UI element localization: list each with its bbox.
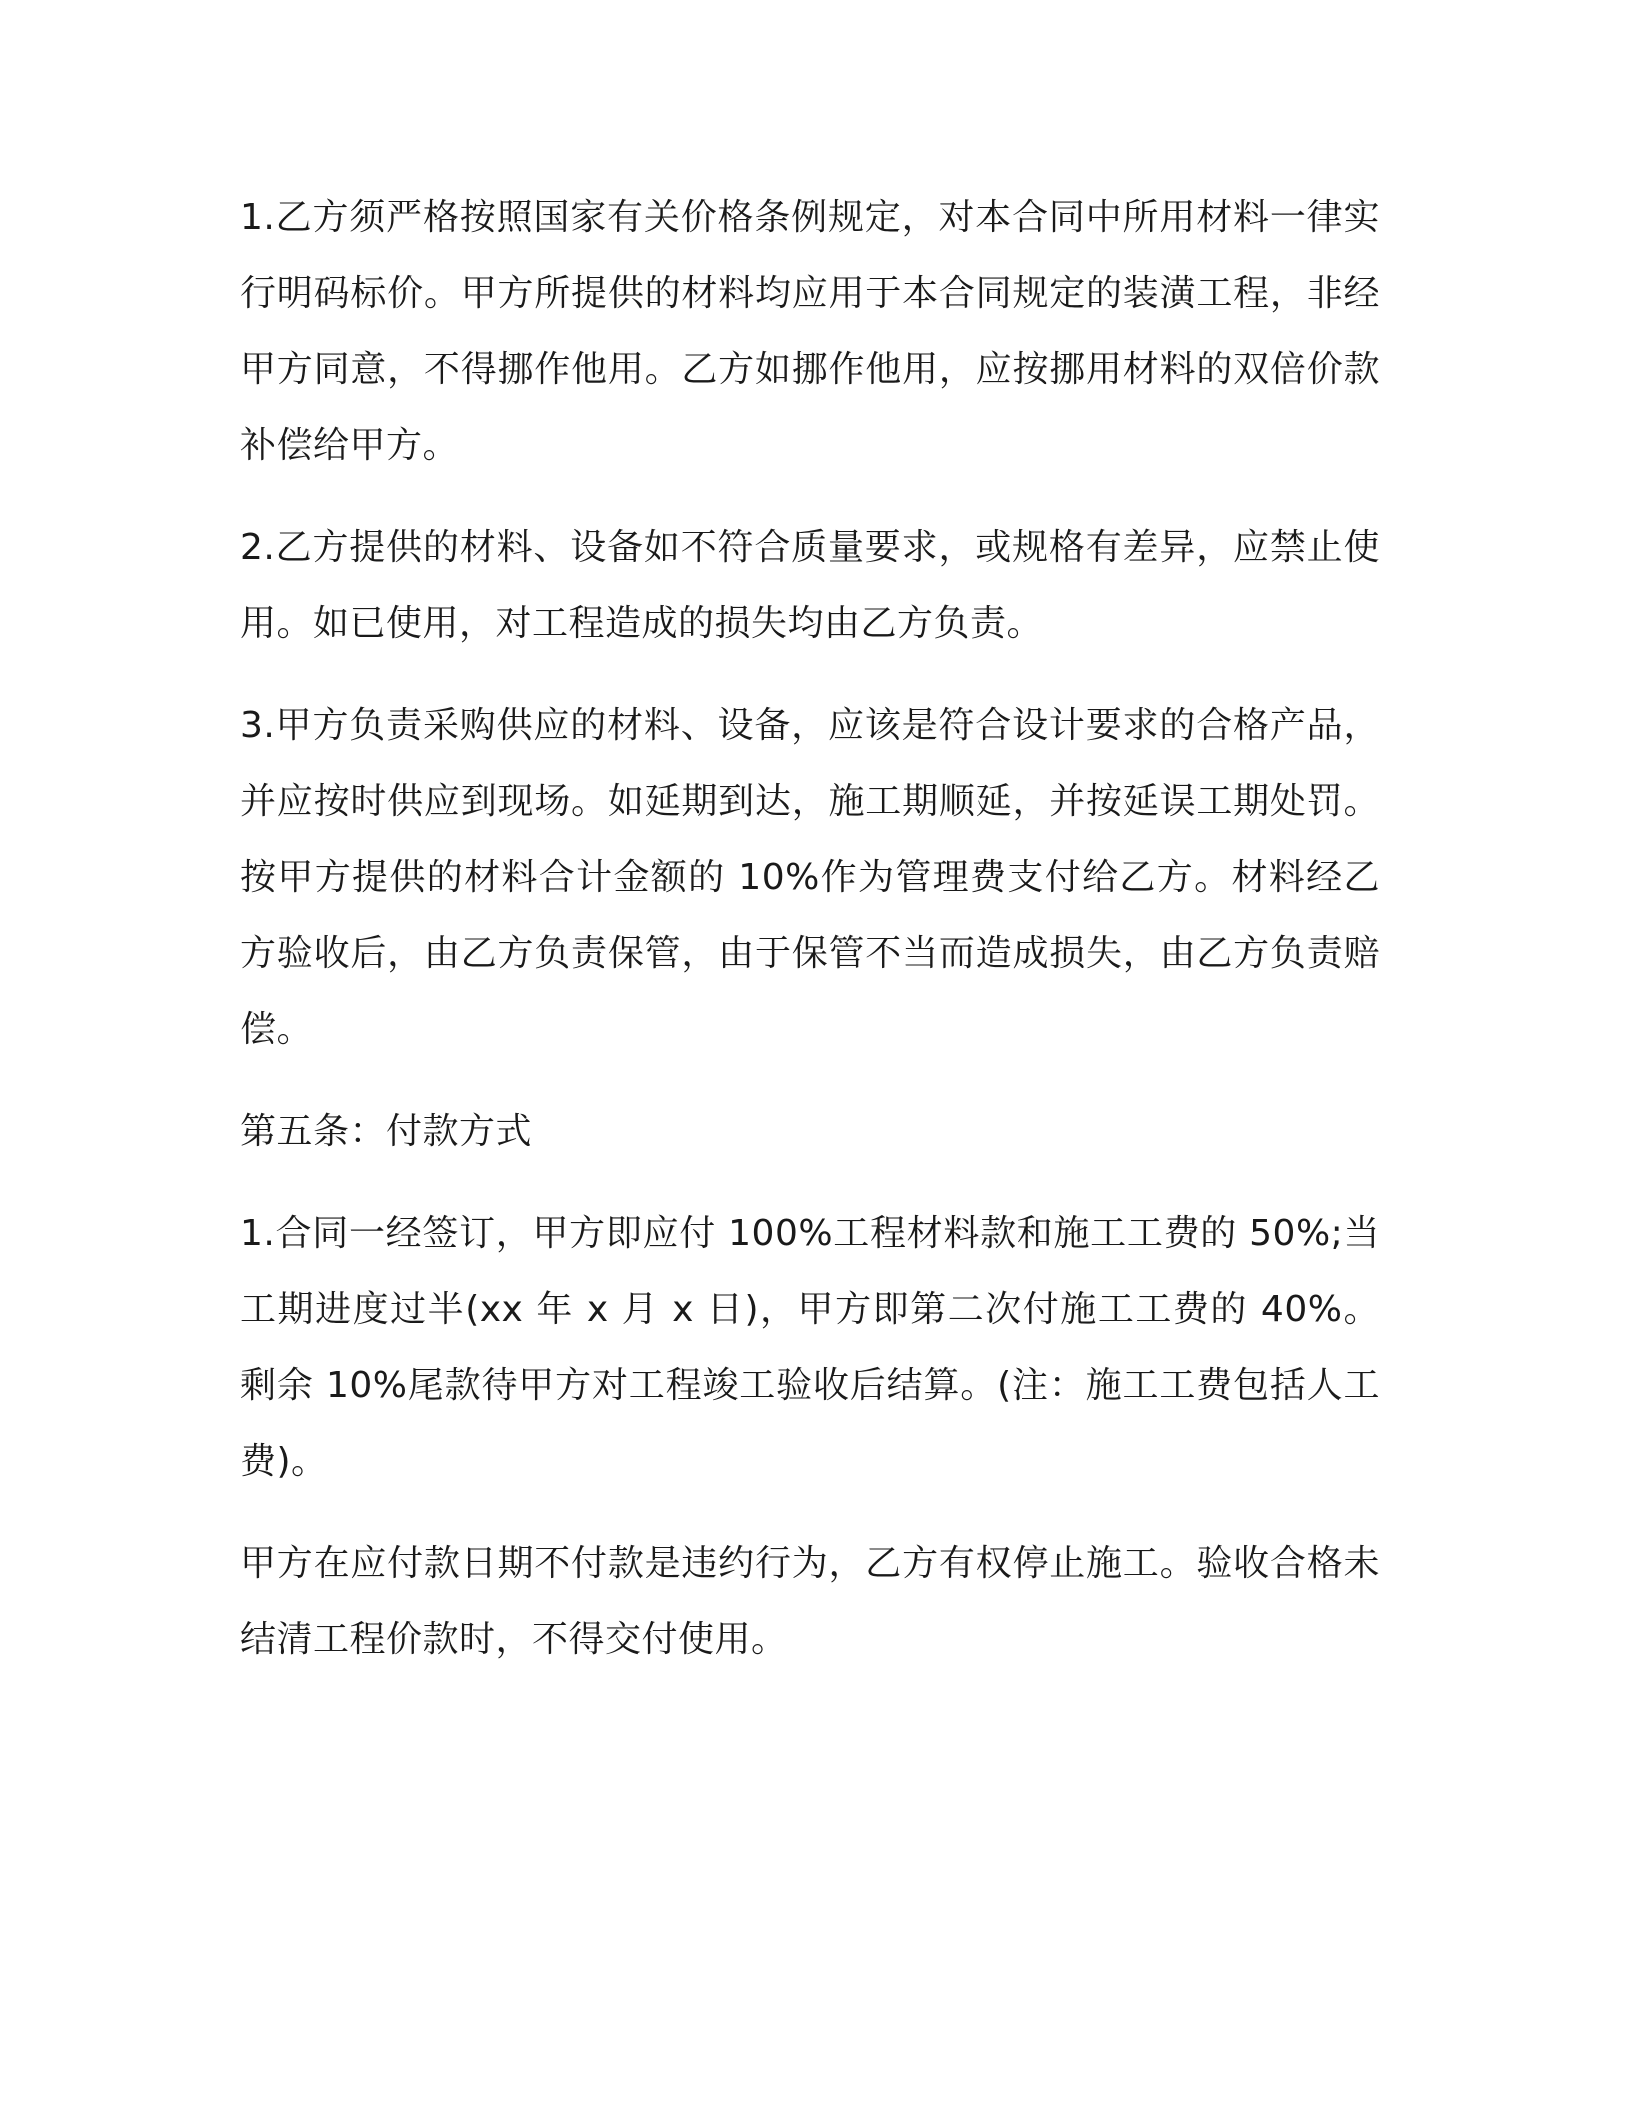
clause-3-party-a-supply: 3.甲方负责采购供应的材料、设备，应该是符合设计要求的合格产品，并应按时供应到现场。如延期到达，施工期顺延，并按延误工期处罚。按甲方提供的材料合计金额的 10%作为管理费支付给乙方。材料经乙方验收后，由乙方负责保管，由于保管不当而造成损失，由乙方负责赔偿。: [240, 705, 1380, 1050]
article-5-heading: 第五条：付款方式: [240, 1111, 533, 1152]
clause-2-material-quality: 2.乙方提供的材料、设备如不符合质量要求，或规格有差异，应禁止使用。如已使用，对工程造成的损失均由乙方负责。: [240, 527, 1380, 644]
document-body: [240, 180, 1380, 1704]
payment-default-clause: 甲方在应付款日期不付款是违约行为，乙方有权停止施工。验收合格未结清工程价款时，不得交付使用。: [240, 1543, 1380, 1660]
payment-clause-1: 1.合同一经签订，甲方即应付 100%工程材料款和施工工费的 50%;当工期进度过半(xx 年 x 月 x 日)，甲方即第二次付施工工费的 40%。剩余 10%尾款待甲方对工程竣工验收后结算。(注：施工工费包括人工费)。: [240, 1213, 1380, 1482]
clause-1-materials-pricing: 1.乙方须严格按照国家有关价格条例规定，对本合同中所用材料一律实行明码标价。甲方所提供的材料均应用于本合同规定的装潢工程，非经甲方同意，不得挪作他用。乙方如挪作他用，应按挪用材料的双倍价款补偿给甲方。: [240, 197, 1380, 466]
